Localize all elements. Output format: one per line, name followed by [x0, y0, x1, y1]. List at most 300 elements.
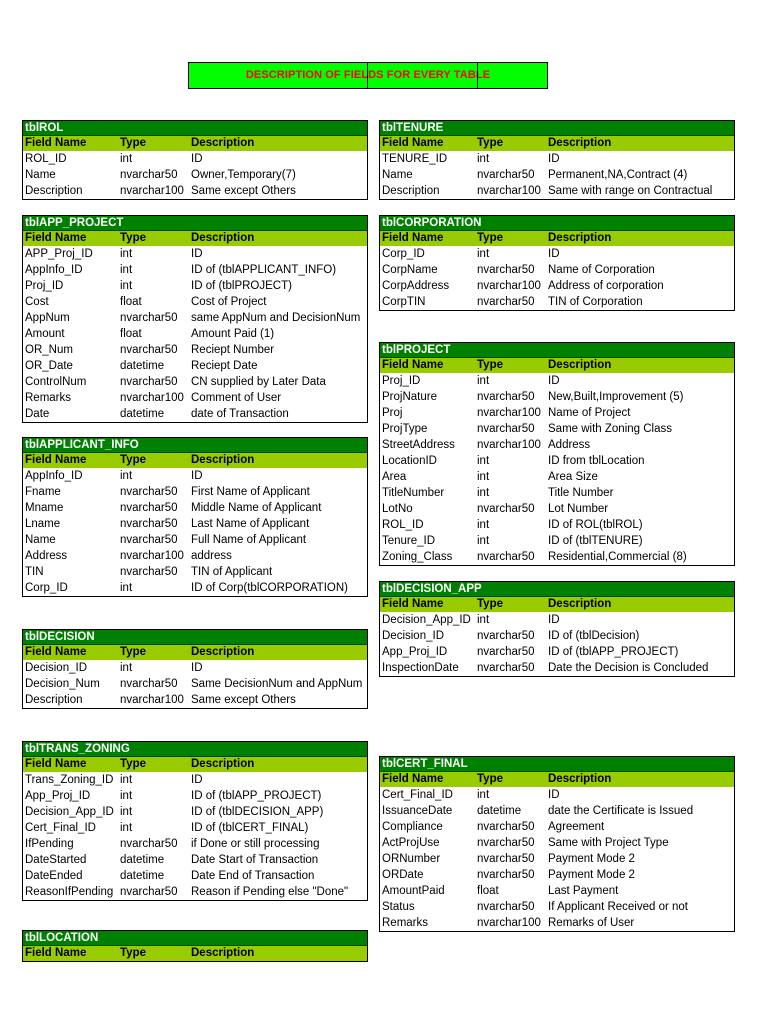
- header-type: Type: [477, 773, 503, 785]
- header-type: Type: [477, 232, 503, 244]
- table-row: [23, 262, 367, 278]
- description-cell: Reciept Date: [191, 360, 258, 372]
- table-row: [380, 787, 734, 803]
- header-type: Type: [120, 454, 146, 466]
- field-name-cell: ReasonIfPending: [25, 886, 114, 898]
- header-field-name: Field Name: [25, 454, 87, 466]
- description-cell: date of Transaction: [191, 408, 289, 420]
- type-cell: int: [477, 471, 490, 483]
- table-row: [23, 246, 367, 262]
- header-field-name: Field Name: [382, 359, 444, 371]
- field-name-cell: Cert_Final_ID: [382, 789, 453, 801]
- field-name-cell: Amount: [25, 328, 65, 340]
- table-header-row: [380, 772, 734, 787]
- table-row: [23, 772, 367, 788]
- description-cell: Date Start of Transaction: [191, 854, 319, 866]
- table-row: [23, 310, 367, 326]
- field-name-cell: Area: [382, 471, 407, 483]
- table-tblapp-project: [22, 215, 368, 423]
- table-row: [23, 548, 367, 564]
- table-row: [23, 326, 367, 342]
- description-cell: ID of (tblPROJECT): [191, 280, 292, 292]
- table-row: [23, 342, 367, 358]
- table-name: tblCORPORATION: [380, 216, 734, 231]
- description-cell: Address of corporation: [548, 280, 664, 292]
- table-row: [380, 851, 734, 867]
- type-cell: datetime: [120, 408, 165, 420]
- type-cell: int: [120, 822, 133, 834]
- description-cell: Same DecisionNum and AppNum: [191, 678, 363, 690]
- type-cell: float: [477, 885, 499, 897]
- field-name-cell: Address: [25, 550, 68, 562]
- header-field-name: Field Name: [382, 598, 444, 610]
- table-name: tblAPPLICANT_INFO: [23, 438, 367, 453]
- description-cell: ID: [548, 375, 560, 387]
- description-cell: ID from tblLocation: [548, 455, 645, 467]
- header-description: Description: [548, 232, 612, 244]
- description-cell: Comment of User: [191, 392, 282, 404]
- table-row: [380, 246, 734, 262]
- type-cell: datetime: [120, 360, 165, 372]
- table-row: [380, 373, 734, 389]
- field-name-cell: Status: [382, 901, 415, 913]
- type-cell: datetime: [477, 805, 522, 817]
- field-name-cell: DateStarted: [25, 854, 87, 866]
- type-cell: nvarchar50: [477, 423, 535, 435]
- table-row: [380, 915, 734, 931]
- table-row: [23, 852, 367, 868]
- description-cell: Name of Corporation: [548, 264, 655, 276]
- header-description: Description: [191, 646, 255, 658]
- field-name-cell: Fname: [25, 486, 61, 498]
- type-cell: int: [477, 153, 490, 165]
- type-cell: nvarchar50: [120, 678, 178, 690]
- type-cell: int: [477, 455, 490, 467]
- description-cell: Same except Others: [191, 185, 296, 197]
- type-cell: nvarchar50: [477, 630, 535, 642]
- type-cell: nvarchar50: [120, 886, 178, 898]
- type-cell: int: [120, 264, 133, 276]
- description-cell: Date End of Transaction: [191, 870, 315, 882]
- field-name-cell: ORDate: [382, 869, 424, 881]
- field-name-cell: Decision_Num: [25, 678, 100, 690]
- description-cell: Title Number: [548, 487, 614, 499]
- table-row: [380, 262, 734, 278]
- type-cell: int: [477, 519, 490, 531]
- type-cell: nvarchar50: [477, 869, 535, 881]
- field-name-cell: OR_Num: [25, 344, 73, 356]
- type-cell: datetime: [120, 854, 165, 866]
- table-name: tblTENURE: [380, 121, 734, 136]
- table-name: tblDECISION_APP: [380, 582, 734, 597]
- description-cell: Same with Project Type: [548, 837, 669, 849]
- description-cell: Remarks of User: [548, 917, 635, 929]
- description-cell: First Name of Applicant: [191, 486, 310, 498]
- description-cell: Date the Decision is Concluded: [548, 662, 709, 674]
- table-row: [380, 437, 734, 453]
- type-cell: nvarchar50: [120, 486, 178, 498]
- field-name-cell: Description: [25, 185, 83, 197]
- table-header-row: [23, 757, 367, 772]
- type-cell: int: [120, 662, 133, 674]
- table-row: [23, 868, 367, 884]
- table-tblrol: [22, 120, 368, 200]
- field-name-cell: Zoning_Class: [382, 551, 453, 563]
- field-name-cell: ROL_ID: [382, 519, 424, 531]
- type-cell: int: [120, 153, 133, 165]
- field-name-cell: AppInfo_ID: [25, 264, 83, 276]
- type-cell: nvarchar50: [477, 264, 535, 276]
- type-cell: float: [120, 296, 142, 308]
- description-cell: CN supplied by Later Data: [191, 376, 326, 388]
- description-cell: Payment Mode 2: [548, 869, 635, 881]
- table-row: [23, 167, 367, 183]
- table-row: [380, 453, 734, 469]
- type-cell: nvarchar50: [477, 391, 535, 403]
- description-cell: ID of (tblAPP_PROJECT): [548, 646, 679, 658]
- cell-divider: [477, 63, 478, 88]
- field-name-cell: Tenure_ID: [382, 535, 436, 547]
- table-row: [23, 294, 367, 310]
- description-cell: if Done or still processing: [191, 838, 320, 850]
- type-cell: int: [477, 487, 490, 499]
- description-cell: Agreement: [548, 821, 605, 833]
- table-row: [380, 835, 734, 851]
- type-cell: int: [120, 806, 133, 818]
- type-cell: int: [477, 248, 490, 260]
- type-cell: nvarchar50: [120, 169, 178, 181]
- description-cell: Reason if Pending else "Done": [191, 886, 349, 898]
- type-cell: int: [120, 280, 133, 292]
- table-row: [380, 803, 734, 819]
- table-row: [23, 580, 367, 596]
- table-header-row: [23, 231, 367, 246]
- description-cell: ID of ROL(tblROL): [548, 519, 643, 531]
- type-cell: nvarchar50: [477, 662, 535, 674]
- table-row: [380, 405, 734, 421]
- field-name-cell: AppNum: [25, 312, 70, 324]
- field-name-cell: OR_Date: [25, 360, 73, 372]
- field-name-cell: Corp_ID: [25, 582, 68, 594]
- description-cell: Full Name of Applicant: [191, 534, 307, 546]
- field-name-cell: InspectionDate: [382, 662, 459, 674]
- table-row: [380, 612, 734, 628]
- type-cell: int: [120, 248, 133, 260]
- table-row: [380, 469, 734, 485]
- table-row: [380, 183, 734, 199]
- header-type: Type: [120, 232, 146, 244]
- field-name-cell: CorpTIN: [382, 296, 426, 308]
- field-name-cell: Lname: [25, 518, 61, 530]
- table-header-row: [23, 136, 367, 151]
- table-row: [23, 406, 367, 422]
- description-cell: Same with range on Contractual: [548, 185, 713, 197]
- description-cell: ID of (tblTENURE): [548, 535, 643, 547]
- table-row: [23, 804, 367, 820]
- description-cell: ID: [191, 248, 203, 260]
- table-row: [23, 390, 367, 406]
- table-row: [380, 628, 734, 644]
- type-cell: nvarchar50: [477, 503, 535, 515]
- field-name-cell: Remarks: [382, 917, 429, 929]
- table-header-row: [380, 231, 734, 246]
- table-row: [380, 644, 734, 660]
- description-cell: Lot Number: [548, 503, 609, 515]
- type-cell: nvarchar50: [120, 376, 178, 388]
- header-field-name: Field Name: [25, 232, 87, 244]
- table-row: [23, 820, 367, 836]
- field-name-cell: LocationID: [382, 455, 437, 467]
- table-row: [23, 278, 367, 294]
- description-cell: If Applicant Received or not: [548, 901, 688, 913]
- table-row: [23, 183, 367, 199]
- field-name-cell: ActProjUse: [382, 837, 440, 849]
- field-name-cell: Cost: [25, 296, 49, 308]
- table-row: [23, 836, 367, 852]
- table-tbltrans-zoning: [22, 741, 368, 901]
- table-row: [380, 533, 734, 549]
- type-cell: nvarchar50: [477, 837, 535, 849]
- description-cell: ID: [548, 789, 560, 801]
- table-tblapplicant-info: [22, 437, 368, 597]
- header-description: Description: [548, 359, 612, 371]
- table-tblproject: [379, 342, 735, 566]
- table-header-row: [380, 136, 734, 151]
- field-name-cell: Corp_ID: [382, 248, 425, 260]
- type-cell: nvarchar50: [477, 853, 535, 865]
- description-cell: Cost of Project: [191, 296, 267, 308]
- type-cell: nvarchar50: [120, 838, 178, 850]
- header-type: Type: [120, 646, 146, 658]
- header-field-name: Field Name: [25, 646, 87, 658]
- page-title: DESCRIPTION OF FIELDS FOR EVERY TABLE: [245, 69, 491, 81]
- table-name: tblCERT_FINAL: [380, 757, 734, 772]
- description-cell: New,Built,Improvement (5): [548, 391, 684, 403]
- description-cell: same AppNum and DecisionNum: [191, 312, 361, 324]
- type-cell: nvarchar50: [477, 901, 535, 913]
- description-cell: ID: [191, 774, 203, 786]
- description-cell: ID: [548, 614, 560, 626]
- type-cell: int: [477, 535, 490, 547]
- table-row: [380, 294, 734, 310]
- table-row: [23, 468, 367, 484]
- table-name: tblDECISION: [23, 630, 367, 645]
- type-cell: int: [120, 790, 133, 802]
- table-row: [380, 151, 734, 167]
- table-row: [380, 660, 734, 676]
- description-cell: Same except Others: [191, 694, 296, 706]
- field-name-cell: ControlNum: [25, 376, 87, 388]
- description-cell: ID of Corp(tblCORPORATION): [191, 582, 348, 594]
- header-type: Type: [477, 137, 503, 149]
- table-header-row: [23, 946, 367, 961]
- table-header-row: [380, 597, 734, 612]
- header-field-name: Field Name: [25, 758, 87, 770]
- type-cell: float: [120, 328, 142, 340]
- field-name-cell: Proj_ID: [25, 280, 64, 292]
- table-tbldecision-app: [379, 581, 735, 677]
- description-cell: ID: [191, 662, 203, 674]
- type-cell: int: [477, 789, 490, 801]
- description-cell: ID: [191, 470, 203, 482]
- header-field-name: Field Name: [25, 137, 87, 149]
- type-cell: int: [120, 582, 133, 594]
- header-description: Description: [191, 232, 255, 244]
- type-cell: nvarchar100: [120, 694, 184, 706]
- type-cell: nvarchar100: [120, 550, 184, 562]
- type-cell: nvarchar50: [477, 296, 535, 308]
- type-cell: nvarchar50: [120, 518, 178, 530]
- table-name: tblLOCATION: [23, 931, 367, 946]
- table-row: [380, 167, 734, 183]
- field-name-cell: Compliance: [382, 821, 443, 833]
- table-row: [23, 692, 367, 708]
- field-name-cell: Trans_Zoning_ID: [25, 774, 114, 786]
- type-cell: nvarchar50: [120, 534, 178, 546]
- description-cell: Residential,Commercial (8): [548, 551, 687, 563]
- description-cell: date the Certificate is Issued: [548, 805, 694, 817]
- table-row: [380, 501, 734, 517]
- table-tbllocation: [22, 930, 368, 962]
- table-row: [380, 899, 734, 915]
- table-row: [23, 358, 367, 374]
- table-row: [23, 532, 367, 548]
- description-cell: ID: [548, 248, 560, 260]
- field-name-cell: Remarks: [25, 392, 72, 404]
- field-name-cell: CorpAddress: [382, 280, 450, 292]
- field-name-cell: Cert_Final_ID: [25, 822, 96, 834]
- field-name-cell: IssuanceDate: [382, 805, 453, 817]
- header-description: Description: [191, 454, 255, 466]
- header-field-name: Field Name: [25, 947, 87, 959]
- type-cell: nvarchar50: [120, 344, 178, 356]
- field-name-cell: Name: [25, 169, 56, 181]
- field-name-cell: APP_Proj_ID: [25, 248, 93, 260]
- type-cell: nvarchar100: [477, 917, 541, 929]
- field-name-cell: StreetAddress: [382, 439, 455, 451]
- table-row: [380, 867, 734, 883]
- table-row: [23, 660, 367, 676]
- table-row: [23, 676, 367, 692]
- field-name-cell: Description: [382, 185, 440, 197]
- type-cell: nvarchar50: [477, 169, 535, 181]
- type-cell: nvarchar100: [477, 439, 541, 451]
- table-row: [380, 421, 734, 437]
- description-cell: ID of (tblCERT_FINAL): [191, 822, 309, 834]
- description-cell: Last Payment: [548, 885, 619, 897]
- table-row: [380, 549, 734, 565]
- description-cell: Last Name of Applicant: [191, 518, 310, 530]
- header-description: Description: [548, 137, 612, 149]
- description-cell: ID: [548, 153, 560, 165]
- type-cell: int: [120, 470, 133, 482]
- header-type: Type: [477, 359, 503, 371]
- description-cell: Area Size: [548, 471, 598, 483]
- field-name-cell: CorpName: [382, 264, 438, 276]
- field-name-cell: Decision_App_ID: [25, 806, 114, 818]
- table-row: [23, 884, 367, 900]
- type-cell: nvarchar100: [120, 392, 184, 404]
- type-cell: nvarchar50: [477, 646, 535, 658]
- description-cell: Amount Paid (1): [191, 328, 275, 340]
- type-cell: int: [477, 614, 490, 626]
- field-name-cell: Mname: [25, 502, 64, 514]
- table-row: [380, 819, 734, 835]
- field-name-cell: IfPending: [25, 838, 74, 850]
- field-name-cell: Date: [25, 408, 50, 420]
- type-cell: datetime: [120, 870, 165, 882]
- table-row: [23, 374, 367, 390]
- table-name: tblAPP_PROJECT: [23, 216, 367, 231]
- table-row: [23, 151, 367, 167]
- type-cell: nvarchar50: [120, 312, 178, 324]
- field-name-cell: TENURE_ID: [382, 153, 448, 165]
- table-row: [23, 484, 367, 500]
- type-cell: nvarchar50: [477, 551, 535, 563]
- field-name-cell: Decision_App_ID: [382, 614, 471, 626]
- description-cell: address: [191, 550, 232, 562]
- field-name-cell: TIN: [25, 566, 44, 578]
- header-type: Type: [120, 947, 146, 959]
- table-row: [380, 517, 734, 533]
- description-cell: ID of (tblAPPLICANT_INFO): [191, 264, 337, 276]
- field-name-cell: DateEnded: [25, 870, 83, 882]
- header-description: Description: [191, 758, 255, 770]
- description-cell: Middle Name of Applicant: [191, 502, 322, 514]
- header-description: Description: [548, 598, 612, 610]
- cell-divider: [367, 63, 368, 88]
- description-cell: ID of (tblAPP_PROJECT): [191, 790, 322, 802]
- field-name-cell: App_Proj_ID: [25, 790, 91, 802]
- type-cell: nvarchar50: [120, 566, 178, 578]
- header-description: Description: [191, 137, 255, 149]
- description-cell: ID: [191, 153, 203, 165]
- description-cell: Permanent,NA,Contract (4): [548, 169, 688, 181]
- description-cell: TIN of Corporation: [548, 296, 643, 308]
- type-cell: nvarchar100: [477, 185, 541, 197]
- table-header-row: [23, 453, 367, 468]
- field-name-cell: ROL_ID: [25, 153, 67, 165]
- description-cell: TIN of Applicant: [191, 566, 273, 578]
- page-title-banner: [188, 62, 548, 89]
- field-name-cell: ProjNature: [382, 391, 437, 403]
- type-cell: nvarchar100: [120, 185, 184, 197]
- table-name: tblROL: [23, 121, 367, 136]
- table-tblcert-final: [379, 756, 735, 932]
- field-name-cell: Name: [382, 169, 413, 181]
- description-cell: Name of Project: [548, 407, 631, 419]
- table-header-row: [23, 645, 367, 660]
- table-row: [380, 883, 734, 899]
- field-name-cell: Decision_ID: [382, 630, 444, 642]
- type-cell: nvarchar100: [477, 280, 541, 292]
- table-name: tblTRANS_ZONING: [23, 742, 367, 757]
- description-cell: Payment Mode 2: [548, 853, 635, 865]
- field-name-cell: ProjType: [382, 423, 428, 435]
- table-row: [23, 564, 367, 580]
- type-cell: int: [120, 774, 133, 786]
- field-name-cell: AppInfo_ID: [25, 470, 83, 482]
- field-name-cell: Proj: [382, 407, 403, 419]
- description-cell: Address: [548, 439, 591, 451]
- table-tbltenure: [379, 120, 735, 200]
- description-cell: ID of (tblDECISION_APP): [191, 806, 324, 818]
- field-name-cell: LotNo: [382, 503, 413, 515]
- header-type: Type: [120, 137, 146, 149]
- table-row: [380, 278, 734, 294]
- header-field-name: Field Name: [382, 232, 444, 244]
- table-row: [23, 788, 367, 804]
